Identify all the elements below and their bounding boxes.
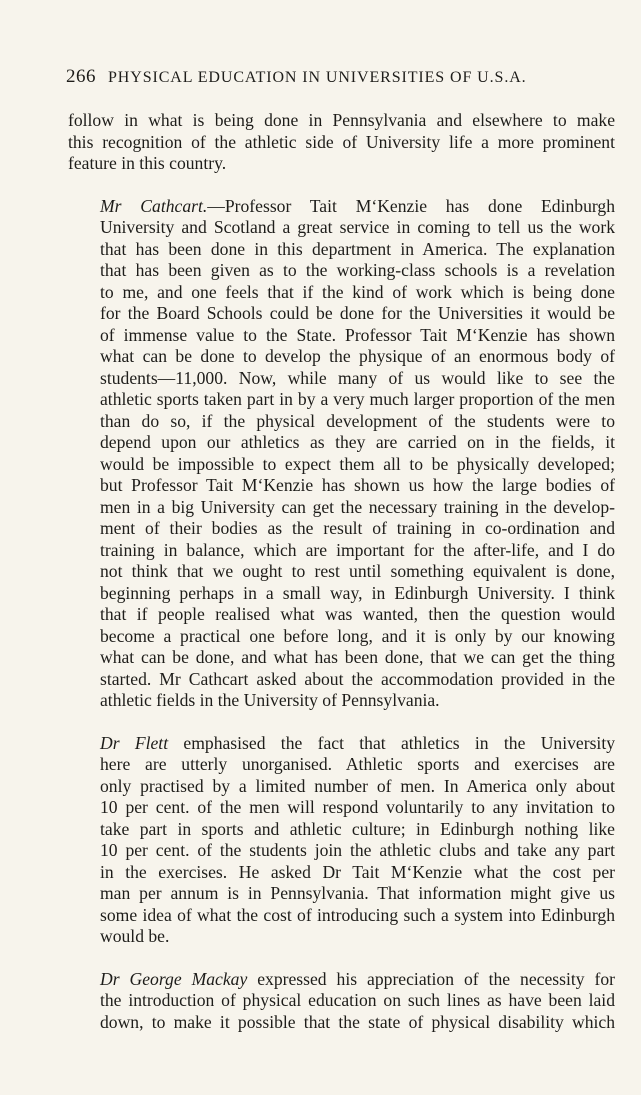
text-line: what can be done, and what has been done, that we can get the thing [100,647,615,667]
text-line: for the Board Schools could be done for the Universities it would be [100,303,615,323]
text-line: would be impossible to expect them all to be physically developed; [100,453,615,474]
speaker-name: Dr George Mackay [100,968,248,989]
paragraph-flett [68,733,615,948]
paragraph-continuation [68,110,615,175]
text-line: students—11,000. Now, while many of us would like to see the [100,367,615,388]
text-line: but Professor Tait M‘Kenzie has shown us how the large bodies of [100,475,615,495]
text-line: down, to make it possible that the state of physical disability which [100,1011,615,1032]
running-head [66,66,586,90]
paragraph-mackay [68,969,615,1034]
running-title: PHYSICAL EDUCATION IN UNIVERSITIES OF U.S.A. [108,69,527,86]
text-line: become a practical one before long, and it is only by our knowing [100,625,615,646]
text-line: ment of their bodies as the result of training in co-ordination and [100,518,615,538]
text-line: of immense value to the State. Professor Tait M‘Kenzie has shown [100,324,615,345]
text-line: men in a big University can get the necessary training in the develop- [100,496,615,517]
text-line: here are utterly unorganised. Athletic sports and exercises are [100,754,615,774]
text-line: University and Scotland a great service in coming to tell us the work [100,217,615,237]
text-line: would be. [100,926,170,946]
text-line: to me, and one feels that if the kind of work which is being done [100,281,615,302]
text-line: that if people realised what was wanted, then the question would [100,604,615,624]
text-line: feature in this country. [68,153,227,173]
text-line: athletic sports taken part in by a very much larger proportion of the men [100,389,615,409]
text-line: some idea of what the cost of introducing such a system into Edinburgh [100,904,615,925]
paragraph-cathcart [68,196,615,712]
text-line: Mr Cathcart.—Professor Tait M‘Kenzie has done Edinburgh [100,195,616,216]
body-text [68,110,615,1033]
text-line: only practised by a limited number of men. In America only about [100,775,615,796]
text-line: started. Mr Cathcart asked about the accommodation provided in the [100,668,615,689]
text-line: that has been given as to the working-class schools is a revelation [100,260,615,280]
text-line: depend upon our athletics as they are carried on in the fields, it [100,432,615,452]
text-line: man per annum is in Pennsylvania. That information might give us [100,883,615,903]
text-line: take part in sports and athletic culture; in Edinburgh nothing like [100,818,615,839]
text-line: 10 per cent. of the students join the athletic clubs and take any part [100,840,615,860]
text-line: what can be done to develop the physique of an enormous body of [100,346,615,366]
page-number: 266 [66,66,96,87]
text-line: in the exercises. He asked Dr Tait M‘Kenzie what the cost per [100,861,615,882]
text-line: not think that we ought to rest until something equivalent is done, [100,561,615,581]
text-line: that has been done in this department in America. The explanation [100,238,615,259]
text-line: 10 per cent. of the men will respond voluntarily to any invitation to [100,797,615,817]
text-line: than do so, if the physical development of the students were to [100,410,615,431]
text-line: the introduction of physical education on such lines as have been laid [100,990,615,1010]
text-line: training in balance, which are important for the after-life, and I do [100,539,615,560]
text-line: follow in what is being done in Pennsylvania and elsewhere to make [68,110,615,130]
speaker-name: Dr Flett [100,732,169,753]
text-line: athletic fields in the University of Pennsylvania. [100,690,440,710]
text-line: this recognition of the athletic side of University life a more prominent [68,131,615,152]
text-line: beginning perhaps in a small way, in Edinburgh University. I think [100,582,615,603]
text-line: Dr Flett emphasised the fact that athletics in the University [100,732,616,753]
text-line: Dr George Mackay expressed his appreciation of the necessity for [100,968,615,989]
speaker-name: Mr Cathcart. [100,195,208,216]
